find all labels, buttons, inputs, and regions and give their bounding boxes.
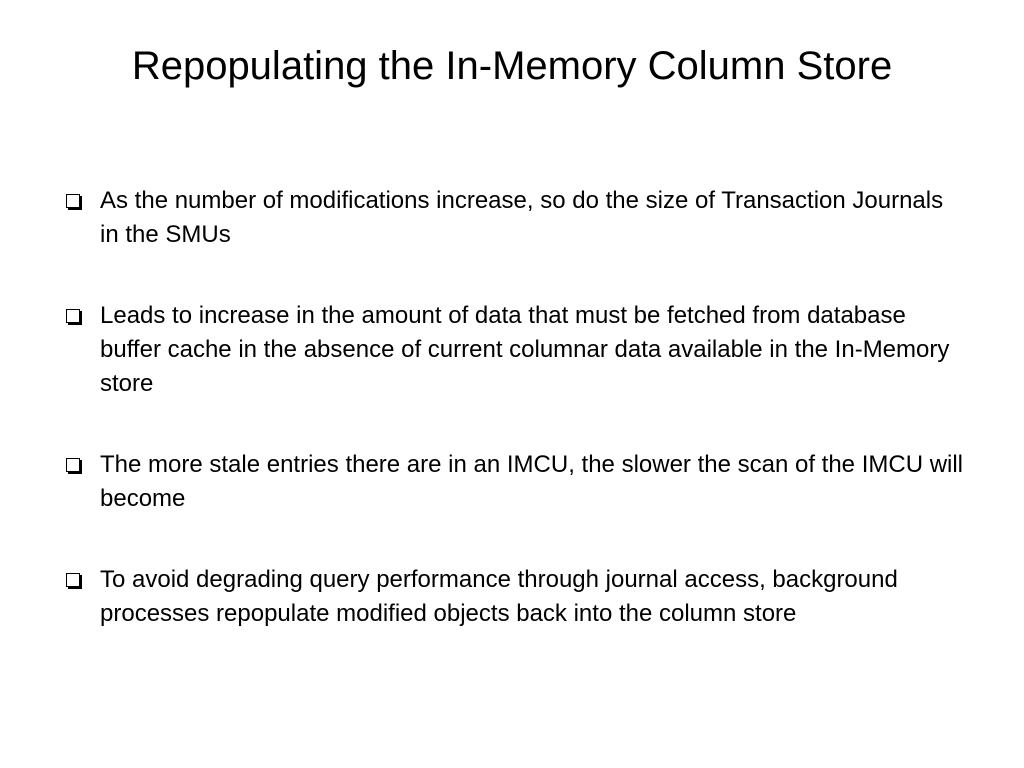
bullet-item <box>64 184 964 252</box>
checkbox-bullet-icon <box>66 573 80 587</box>
bullet-text: Leads to increase in the amount of data that must be fetched from database buffer cache in the absence of current columnar data available in the In-Memory store <box>100 302 950 397</box>
bullet-item <box>64 563 964 631</box>
bullet-text: The more stale entries there are in an IMCU, the slower the scan of the IMCU will become <box>100 451 964 512</box>
slide-title: Repopulating the In-Memory Column Store <box>131 44 893 88</box>
bullet-item <box>64 299 964 401</box>
checkbox-bullet-icon <box>66 458 80 472</box>
bullet-list <box>64 184 964 631</box>
bullet-text: As the number of modifications increase, so do the size of Transaction Journals in the SMUs <box>100 187 944 248</box>
bullet-item <box>64 448 964 516</box>
bullet-text: To avoid degrading query performance through journal access, background processes repopulate modified objects back into the column store <box>100 566 898 627</box>
checkbox-bullet-icon <box>66 194 80 208</box>
checkbox-bullet-icon <box>66 309 80 323</box>
